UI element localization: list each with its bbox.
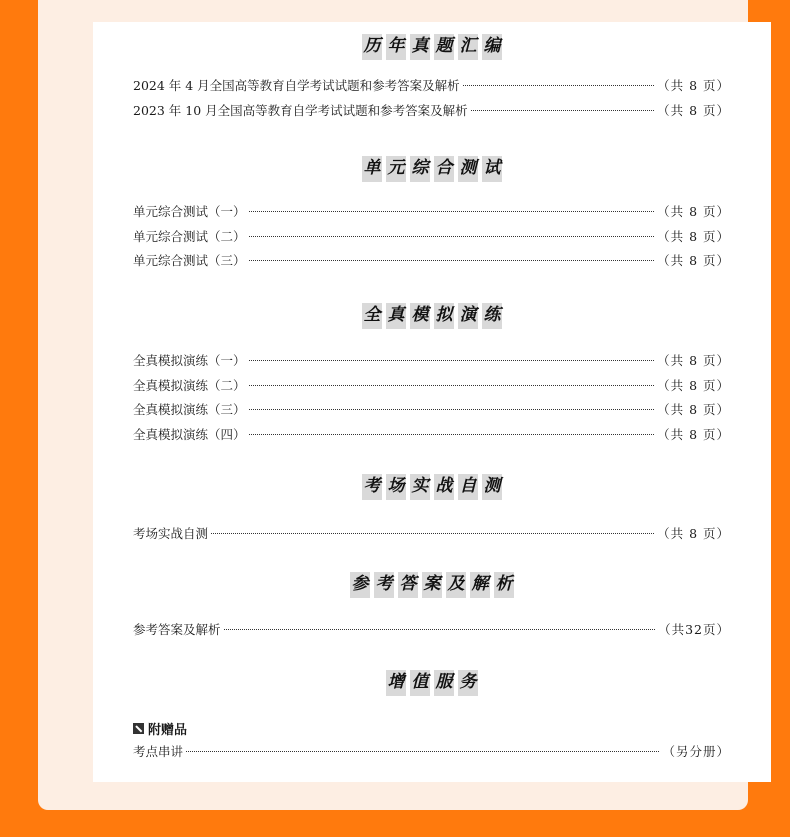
entry-name: 全真模拟演练（三）: [133, 402, 246, 417]
section-title: [93, 474, 771, 500]
dot-leader: [186, 751, 659, 752]
section-self-test: [93, 474, 771, 547]
section-title-char: 演: [458, 303, 478, 329]
section-unit-tests: [93, 156, 771, 274]
entry-name: 2023 年 10 月全国高等教育自学考试试题和参考答案及解析: [133, 102, 468, 118]
dot-leader: [249, 236, 655, 237]
section-title-char: 全: [362, 303, 382, 329]
entry-name: 单元综合测试（三）: [133, 253, 246, 268]
section-title-char: 试: [482, 156, 502, 182]
section-title-char: 真: [410, 34, 430, 60]
section-title-char: 考: [374, 572, 394, 598]
dot-leader: [224, 629, 656, 630]
section-title-char: 真: [386, 303, 406, 329]
entry-pages: （共 8 页）: [657, 78, 730, 93]
toc-entry[interactable]: [93, 398, 771, 423]
section-title: [93, 156, 771, 182]
section-past-exams: [93, 34, 771, 123]
dot-leader: [211, 533, 654, 534]
section-title: [93, 572, 771, 598]
section-title-char: 务: [458, 670, 478, 696]
toc-entry[interactable]: [93, 225, 771, 250]
section-title-char: 题: [434, 34, 454, 60]
section-title-char: 及: [446, 572, 466, 598]
page-background: [38, 0, 748, 810]
section-title-char: 合: [434, 156, 454, 182]
dot-leader: [249, 385, 655, 386]
toc-entry[interactable]: [93, 740, 771, 765]
entry-pages: （另分册）: [662, 744, 730, 759]
toc-entry[interactable]: [93, 423, 771, 448]
toc-entry[interactable]: [93, 349, 771, 374]
section-title-char: 编: [482, 34, 502, 60]
section-title-char: 单: [362, 156, 382, 182]
dot-leader: [249, 211, 655, 212]
toc-entry[interactable]: [93, 200, 771, 225]
entry-pages: （共 8 页）: [657, 526, 730, 541]
section-title: [93, 34, 771, 60]
section-title-char: 增: [386, 670, 406, 696]
dot-leader: [249, 409, 655, 410]
toc-entry[interactable]: [93, 74, 771, 99]
dot-leader: [249, 260, 655, 261]
gift-heading: [93, 716, 771, 740]
section-title: [93, 670, 771, 696]
section-title-char: 模: [410, 303, 430, 329]
section-title-char: 汇: [458, 34, 478, 60]
section-title-char: 元: [386, 156, 406, 182]
entry-pages: （共 8 页）: [657, 377, 730, 393]
section-title-char: 测: [482, 474, 502, 500]
entry-pages: （共 8 页）: [657, 102, 730, 118]
entry-name: 全真模拟演练（二）: [133, 377, 246, 393]
section-value-added: [93, 670, 771, 765]
entry-pages: （共 8 页）: [657, 204, 730, 219]
section-title: [93, 303, 771, 329]
toc-entry[interactable]: [93, 99, 771, 124]
entry-pages: （共 8 页）: [657, 253, 730, 268]
section-title-char: 练: [482, 303, 502, 329]
entry-name: 考场实战自测: [133, 526, 209, 541]
section-title-char: 拟: [434, 303, 454, 329]
toc-entry[interactable]: [93, 249, 771, 274]
section-title-char: 综: [410, 156, 430, 182]
dot-leader: [249, 434, 655, 435]
section-title-char: 年: [386, 34, 406, 60]
entry-pages: （共32页）: [658, 622, 730, 637]
toc-entry[interactable]: [93, 618, 771, 643]
entry-name: 2024 年 4 月全国高等教育自学考试试题和参考答案及解析: [133, 78, 460, 93]
section-title-char: 析: [494, 572, 514, 598]
dot-leader: [463, 85, 654, 86]
entry-name: 考点串讲: [133, 744, 184, 759]
entry-pages: （共 8 页）: [657, 426, 730, 442]
dot-leader: [471, 110, 654, 111]
entry-name: 全真模拟演练（四）: [133, 426, 246, 442]
section-title-char: 场: [386, 474, 406, 500]
entry-pages: （共 8 页）: [657, 228, 730, 244]
section-mock-exams: [93, 303, 771, 447]
section-title-char: 值: [410, 670, 430, 696]
section-title-char: 解: [470, 572, 490, 598]
section-answers: [93, 572, 771, 643]
section-title-char: 测: [458, 156, 478, 182]
section-title-char: 历: [362, 34, 382, 60]
entry-name: 单元综合测试（二）: [133, 228, 246, 244]
gift-square-icon: [133, 723, 144, 734]
section-title-char: 参: [350, 572, 370, 598]
section-title-char: 自: [458, 474, 478, 500]
entry-name: 单元综合测试（一）: [133, 204, 246, 219]
toc-entry[interactable]: [93, 522, 771, 547]
section-title-char: 服: [434, 670, 454, 696]
dot-leader: [249, 360, 655, 361]
entry-name: 全真模拟演练（一）: [133, 353, 246, 368]
gift-heading-label: 附赠品: [148, 722, 188, 738]
entry-name: 参考答案及解析: [133, 622, 221, 637]
table-of-contents: [93, 22, 771, 782]
section-title-char: 案: [422, 572, 442, 598]
section-title-char: 答: [398, 572, 418, 598]
section-title-char: 战: [434, 474, 454, 500]
toc-entry[interactable]: [93, 374, 771, 399]
section-title-char: 实: [410, 474, 430, 500]
entry-pages: （共 8 页）: [657, 353, 730, 368]
entry-pages: （共 8 页）: [657, 402, 730, 417]
section-title-char: 考: [362, 474, 382, 500]
